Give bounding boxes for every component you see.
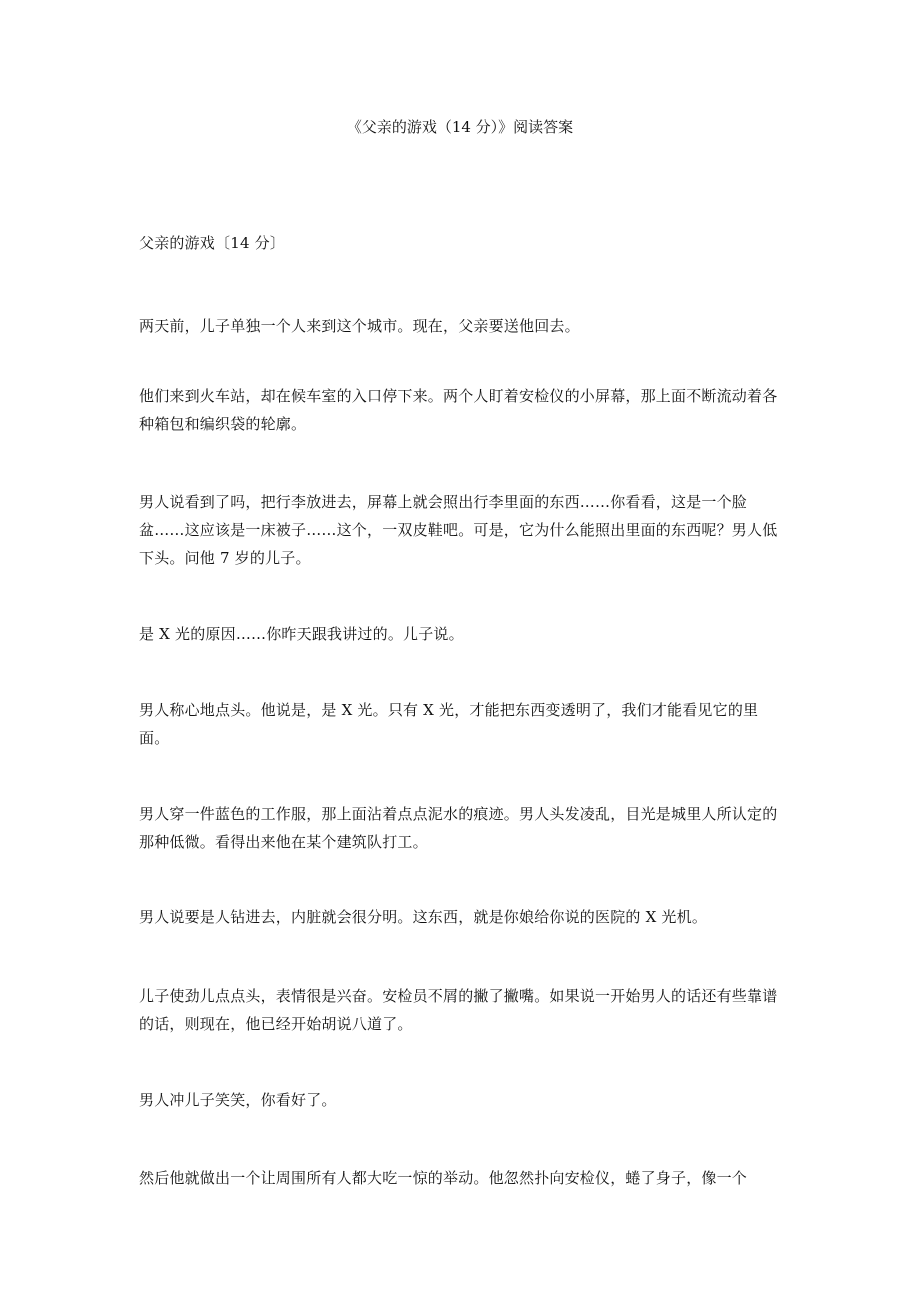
paragraph: 他们来到火车站，却在候车室的入口停下来。两个人盯着安检仪的小屏幕，那上面不断流动着各种箱包和编织袋的轮廓。 — [139, 387, 778, 433]
paragraph: 男人穿一件蓝色的工作服，那上面沾着点点泥水的痕迹。男人头发凌乱，目光是城里人所认定的那种低微。看得出来他在某个建筑队打工。 — [139, 805, 778, 851]
document-title: 《父亲的游戏（14 分）》阅读答案 — [346, 118, 574, 136]
paragraph: 是 X 光的原因……你昨天跟我讲过的。儿子说。 — [139, 625, 464, 643]
paragraph-subtitle: 父亲的游戏〔14 分〕 — [139, 234, 286, 252]
paragraph: 儿子使劲儿点点头，表情很是兴奋。安检员不屑的撇了撇嘴。如果说一开始男人的话还有些靠谱的话，则现在，他已经开始胡说八道了。 — [139, 987, 778, 1033]
paragraph: 男人冲儿子笑笑，你看好了。 — [139, 1091, 337, 1109]
paragraph: 男人说要是人钻进去，内脏就会很分明。这东西，就是你娘给你说的医院的 X 光机。 — [139, 908, 708, 926]
paragraph: 男人称心地点头。他说是，是 X 光。只有 X 光，才能把东西变透明了，我们才能看见它的里面。 — [139, 701, 759, 747]
paragraph: 男人说看到了吗，把行李放进去，屏幕上就会照出行李里面的东西……你看看，这是一个脸盆……这应该是一床被子……这个，一双皮鞋吧。可是，它为什么能照出里面的东西呢？男人低下头。问他 7 岁的儿子。 — [139, 493, 778, 567]
paragraph: 两天前，儿子单独一个人来到这个城市。现在，父亲要送他回去。 — [139, 317, 580, 335]
paragraph: 然后他就做出一个让周围所有人都大吃一惊的举动。他忽然扑向安检仪，蜷了身子，像一个 — [139, 1169, 748, 1187]
